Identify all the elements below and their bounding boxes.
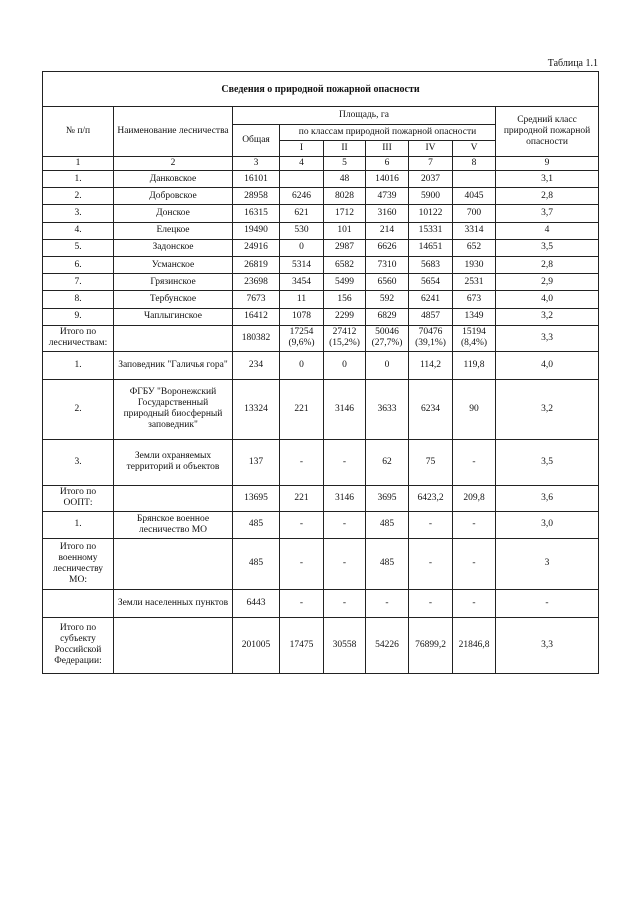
table-cell: Усманское: [114, 256, 233, 273]
table-cell: 3,5: [496, 239, 599, 256]
table-cell: Елецкое: [114, 222, 233, 239]
table-cell: 3,5: [496, 439, 599, 485]
header-total: Общая: [233, 125, 280, 157]
table-cell: 3454: [280, 274, 324, 291]
table-cell: 54226: [366, 617, 409, 673]
header-by-class: по классам природной пожарной опасности: [280, 125, 496, 141]
table-row: [43, 274, 599, 291]
table-cell: 3160: [366, 205, 409, 222]
table-cell: 137: [233, 439, 280, 485]
table-row: [43, 351, 599, 379]
table-cell: 5499: [324, 274, 366, 291]
table-cell: 1.: [43, 511, 114, 538]
table-cell: 27412 (15,2%): [324, 325, 366, 351]
table-cell: 5683: [409, 256, 453, 273]
table-cell: 76899,2: [409, 617, 453, 673]
table-cell: 6: [366, 157, 409, 171]
table-cell: 4: [496, 222, 599, 239]
table-cell: 0: [280, 239, 324, 256]
table-cell: 7.: [43, 274, 114, 291]
table-cell: 114,2: [409, 351, 453, 379]
table-cell: 209,8: [453, 485, 496, 511]
table-cell: 1.: [43, 351, 114, 379]
table-cell: 234: [233, 351, 280, 379]
table-cell: 4: [280, 157, 324, 171]
table-cell: 0: [366, 351, 409, 379]
table-cell: 3,2: [496, 308, 599, 325]
table-cell: 485: [366, 511, 409, 538]
table-cell: 4,0: [496, 291, 599, 308]
header-class-4: IV: [409, 141, 453, 157]
table-cell: Тербунское: [114, 291, 233, 308]
table-cell: 5900: [409, 188, 453, 205]
header-area: Площадь, га: [233, 107, 496, 125]
table-cell: ФГБУ "Воронежский Государственный природный биосферный заповедник": [114, 379, 233, 439]
table-row: [43, 205, 599, 222]
table-cell: 6829: [366, 308, 409, 325]
table-cell: 485: [366, 538, 409, 589]
table-cell: 1712: [324, 205, 366, 222]
table-cell: 2.: [43, 379, 114, 439]
table-cell: Задонское: [114, 239, 233, 256]
table-cell: 3,1: [496, 171, 599, 188]
table-row: [43, 308, 599, 325]
table-cell: -: [324, 439, 366, 485]
table-row: [43, 157, 599, 171]
table-cell: 221: [280, 379, 324, 439]
table-cell: 700: [453, 205, 496, 222]
table-cell: 7: [409, 157, 453, 171]
header-class-1: I: [280, 141, 324, 157]
table-cell: 16101: [233, 171, 280, 188]
table-cell: 180382: [233, 325, 280, 351]
table-cell: 6443: [233, 589, 280, 617]
table-cell: 17475: [280, 617, 324, 673]
table-cell: 3146: [324, 485, 366, 511]
table-cell: 3695: [366, 485, 409, 511]
table-cell: 6.: [43, 256, 114, 273]
table-row: [43, 439, 599, 485]
table-cell: 2987: [324, 239, 366, 256]
table-row: [43, 239, 599, 256]
table-cell: 1349: [453, 308, 496, 325]
table-row: [43, 256, 599, 273]
header-class-3: III: [366, 141, 409, 157]
table-cell: 3633: [366, 379, 409, 439]
table-row: [43, 511, 599, 538]
table-cell: 214: [366, 222, 409, 239]
table-cell: 485: [233, 538, 280, 589]
table-cell: 530: [280, 222, 324, 239]
table-cell: 485: [233, 511, 280, 538]
table-cell: 28958: [233, 188, 280, 205]
table-cell: -: [409, 511, 453, 538]
table-cell: Донское: [114, 205, 233, 222]
table-cell: 1930: [453, 256, 496, 273]
table-cell: 3: [496, 538, 599, 589]
table-cell: 3.: [43, 439, 114, 485]
header-class-2: II: [324, 141, 366, 157]
table-cell: -: [409, 538, 453, 589]
table-cell: 5: [324, 157, 366, 171]
table-cell: 8028: [324, 188, 366, 205]
table-cell: 6241: [409, 291, 453, 308]
table-cell: Брянское военное лесничество МО: [114, 511, 233, 538]
table-row: [43, 222, 599, 239]
header-name: Наименование лесничества: [114, 107, 233, 157]
table-cell: 16412: [233, 308, 280, 325]
header-num: № п/п: [43, 107, 114, 157]
table-cell: 15194 (8,4%): [453, 325, 496, 351]
table-cell: 11: [280, 291, 324, 308]
table-cell: 3314: [453, 222, 496, 239]
table-cell: 26819: [233, 256, 280, 273]
table-cell: 2531: [453, 274, 496, 291]
table-row: [43, 171, 599, 188]
table-cell: 5314: [280, 256, 324, 273]
table-cell: 2037: [409, 171, 453, 188]
table-cell: 48: [324, 171, 366, 188]
table-row: [43, 589, 599, 617]
table-cell: 17254 (9,6%): [280, 325, 324, 351]
table-row: [43, 188, 599, 205]
table-cell: 652: [453, 239, 496, 256]
table-cell: 5654: [409, 274, 453, 291]
table-cell: -: [324, 538, 366, 589]
header-avg-class: Средний класс природной пожарной опасности: [496, 107, 599, 157]
table-cell: 2,9: [496, 274, 599, 291]
table-cell: 4.: [43, 222, 114, 239]
table-cell: 3,0: [496, 511, 599, 538]
table-cell: 0: [280, 351, 324, 379]
fire-danger-table: [42, 71, 599, 674]
table-cell: -: [324, 589, 366, 617]
table-cell: 4739: [366, 188, 409, 205]
table-cell: Итого по лесничествам:: [43, 325, 114, 351]
table-cell: 3.: [43, 205, 114, 222]
table-cell: 7673: [233, 291, 280, 308]
table-cell: 21846,8: [453, 617, 496, 673]
table-cell: -: [409, 589, 453, 617]
table-cell: 2.: [43, 188, 114, 205]
table-title: Сведения о природной пожарной опасности: [43, 72, 599, 107]
table-cell: 673: [453, 291, 496, 308]
table-cell: 156: [324, 291, 366, 308]
table-cell: 14016: [366, 171, 409, 188]
table-cell: 90: [453, 379, 496, 439]
table-cell: [114, 538, 233, 589]
table-cell: 6582: [324, 256, 366, 273]
table-cell: Итого по военному лесничеству МО:: [43, 538, 114, 589]
table-caption: Таблица 1.1: [547, 58, 598, 69]
table-cell: 50046 (27,7%): [366, 325, 409, 351]
table-cell: 3,6: [496, 485, 599, 511]
table-cell: -: [280, 538, 324, 589]
table-cell: Земли охраняемых территорий и объектов: [114, 439, 233, 485]
table-cell: -: [280, 439, 324, 485]
table-cell: Заповедник "Галичья гора": [114, 351, 233, 379]
table-cell: 4045: [453, 188, 496, 205]
table-cell: -: [453, 538, 496, 589]
table-cell: [114, 325, 233, 351]
table-cell: 19490: [233, 222, 280, 239]
table-cell: [114, 617, 233, 673]
table-cell: 2,8: [496, 256, 599, 273]
table-cell: 201005: [233, 617, 280, 673]
table-cell: 2: [114, 157, 233, 171]
table-cell: 592: [366, 291, 409, 308]
table-cell: 4,0: [496, 351, 599, 379]
table-cell: 23698: [233, 274, 280, 291]
table-cell: [453, 171, 496, 188]
table-cell: -: [280, 589, 324, 617]
table-cell: 3,3: [496, 617, 599, 673]
table-cell: 9.: [43, 308, 114, 325]
table-cell: 0: [324, 351, 366, 379]
table-cell: [43, 589, 114, 617]
table-cell: 119,8: [453, 351, 496, 379]
table-cell: 1: [43, 157, 114, 171]
table-cell: 3146: [324, 379, 366, 439]
table-cell: 8.: [43, 291, 114, 308]
table-cell: 10122: [409, 205, 453, 222]
table-cell: 221: [280, 485, 324, 511]
table-cell: 6246: [280, 188, 324, 205]
table-cell: -: [280, 511, 324, 538]
table-cell: Чаплыгинское: [114, 308, 233, 325]
table-cell: 4857: [409, 308, 453, 325]
table-cell: 15331: [409, 222, 453, 239]
table-cell: 8: [453, 157, 496, 171]
table-cell: Итого по ООПТ:: [43, 485, 114, 511]
table-cell: 13695: [233, 485, 280, 511]
table-cell: 13324: [233, 379, 280, 439]
table-cell: Земли населенных пунктов: [114, 589, 233, 617]
table-cell: -: [453, 439, 496, 485]
table-cell: Добровское: [114, 188, 233, 205]
table-cell: 30558: [324, 617, 366, 673]
table-cell: 1.: [43, 171, 114, 188]
table-cell: 1078: [280, 308, 324, 325]
table-cell: 3,3: [496, 325, 599, 351]
table-row: [43, 538, 599, 589]
table-row: [43, 617, 599, 673]
table-cell: [280, 171, 324, 188]
header-class-5: V: [453, 141, 496, 157]
table-cell: 75: [409, 439, 453, 485]
table-row: [43, 379, 599, 439]
table-cell: -: [453, 511, 496, 538]
table-cell: -: [496, 589, 599, 617]
table-cell: -: [453, 589, 496, 617]
table-cell: 24916: [233, 239, 280, 256]
table-cell: -: [324, 511, 366, 538]
table-cell: 3,2: [496, 379, 599, 439]
table-cell: 6423,2: [409, 485, 453, 511]
table-row: [43, 485, 599, 511]
table-cell: Данковское: [114, 171, 233, 188]
table-cell: 5.: [43, 239, 114, 256]
table-cell: 621: [280, 205, 324, 222]
table-cell: 6560: [366, 274, 409, 291]
table-cell: Грязинское: [114, 274, 233, 291]
table-cell: 6234: [409, 379, 453, 439]
table-cell: 16315: [233, 205, 280, 222]
table-cell: 9: [496, 157, 599, 171]
table-cell: -: [366, 589, 409, 617]
table-row: [43, 325, 599, 351]
table-cell: 14651: [409, 239, 453, 256]
table-cell: 2,8: [496, 188, 599, 205]
table-cell: 70476 (39,1%): [409, 325, 453, 351]
table-row: [43, 291, 599, 308]
table-cell: 62: [366, 439, 409, 485]
table-cell: 3,7: [496, 205, 599, 222]
table-cell: 7310: [366, 256, 409, 273]
table-cell: 6626: [366, 239, 409, 256]
table-cell: 3: [233, 157, 280, 171]
table-cell: 101: [324, 222, 366, 239]
table-cell: Итого по субъекту Российской Федерации:: [43, 617, 114, 673]
table-cell: 2299: [324, 308, 366, 325]
table-cell: [114, 485, 233, 511]
